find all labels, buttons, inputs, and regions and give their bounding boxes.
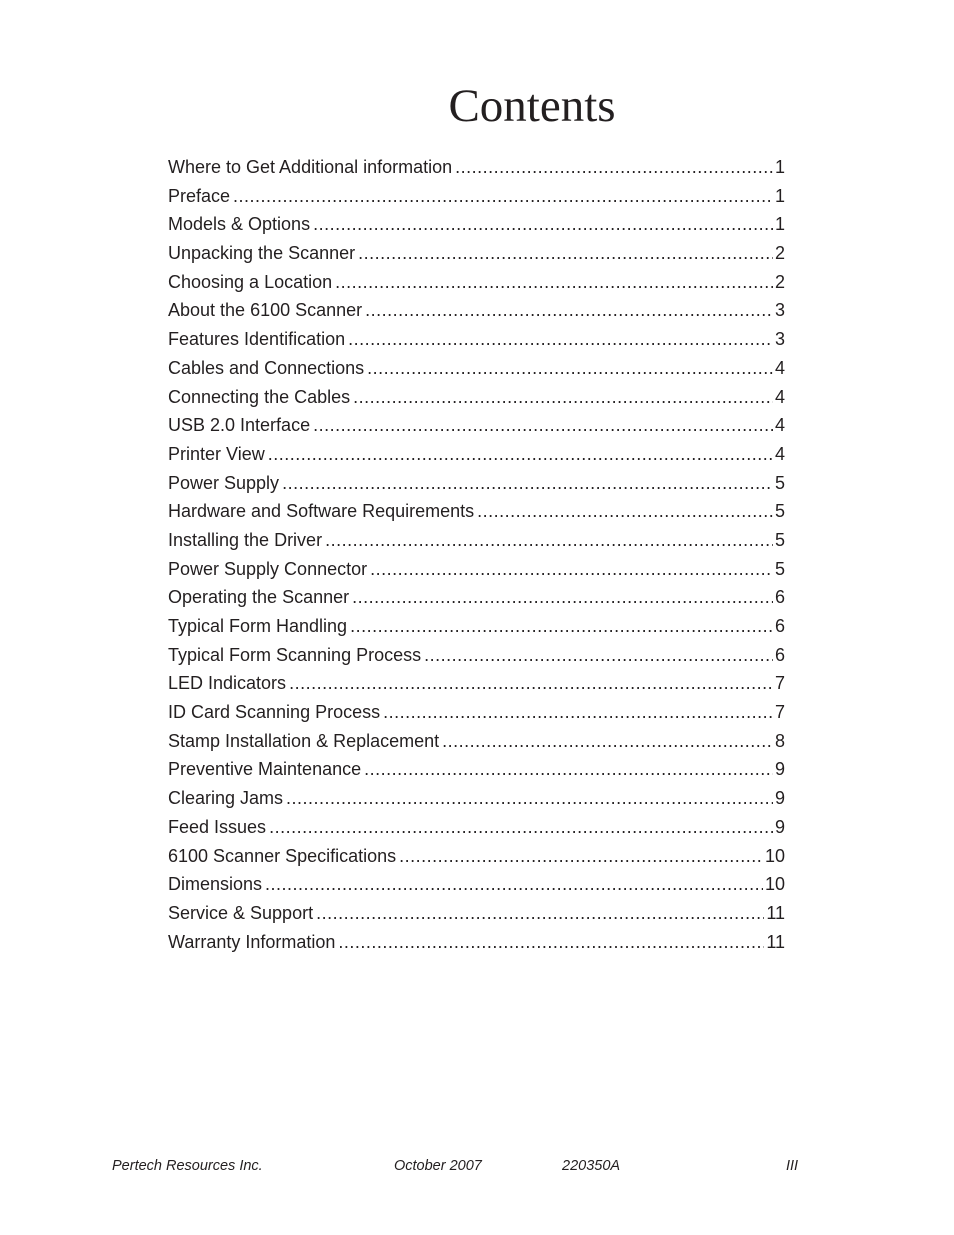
toc-entry-page: 7 <box>774 673 785 694</box>
toc-entry[interactable] <box>168 784 785 813</box>
toc-entry[interactable] <box>168 383 785 412</box>
toc-entry-page: 11 <box>766 902 785 923</box>
toc-entry[interactable] <box>168 641 785 670</box>
toc-entry-label: Hardware and Software Requirements <box>168 501 475 522</box>
toc-entry-page: 2 <box>774 243 785 264</box>
toc-entry[interactable] <box>168 583 785 612</box>
toc-entry-label: Unpacking the Scanner <box>168 243 356 264</box>
toc-dot-leader <box>353 383 773 412</box>
toc-dot-leader <box>313 210 773 239</box>
toc-entry-label: About the 6100 Scanner <box>168 300 363 321</box>
toc-entry[interactable] <box>168 239 785 268</box>
toc-entry-label: Feed Issues <box>168 816 267 837</box>
toc-entry-label: Preventive Maintenance <box>168 759 362 780</box>
toc-dot-leader <box>352 583 773 612</box>
toc-entry-label: Installing the Driver <box>168 529 323 550</box>
toc-dot-leader <box>364 755 773 784</box>
toc-entry-label: Printer View <box>168 443 265 464</box>
toc-dot-leader <box>442 727 773 756</box>
toc-dot-leader <box>455 153 773 182</box>
toc-entry[interactable] <box>168 469 785 498</box>
toc-entry-label: Service & Support <box>168 902 314 923</box>
footer-company: Pertech Resources Inc. <box>112 1158 263 1174</box>
toc-entry-page: 3 <box>774 329 785 350</box>
toc-entry-label: Dimensions <box>168 874 263 895</box>
toc-dot-leader <box>477 497 773 526</box>
toc-dot-leader <box>335 268 773 297</box>
toc-entry-page: 1 <box>774 214 785 235</box>
toc-entry-label: Power Supply <box>168 472 280 493</box>
toc-entry[interactable] <box>168 354 785 383</box>
toc-dot-leader <box>316 899 764 928</box>
toc-entry-label: 6100 Scanner Specifications <box>168 845 397 866</box>
toc-dot-leader <box>325 526 773 555</box>
toc-dot-leader <box>269 813 773 842</box>
toc-entry[interactable] <box>168 698 785 727</box>
toc-entry-label: Typical Form Scanning Process <box>168 644 422 665</box>
toc-entry[interactable] <box>168 296 785 325</box>
toc-entry-page: 5 <box>774 529 785 550</box>
toc-entry-page: 9 <box>774 759 785 780</box>
toc-dot-leader <box>282 469 773 498</box>
toc-dot-leader <box>286 784 773 813</box>
toc-entry-label: Power Supply Connector <box>168 558 368 579</box>
toc-entry[interactable] <box>168 928 785 957</box>
toc-entry-label: USB 2.0 Interface <box>168 415 311 436</box>
toc-entry[interactable] <box>168 555 785 584</box>
toc-dot-leader <box>289 669 773 698</box>
toc-entry-page: 6 <box>774 616 785 636</box>
toc-entry[interactable] <box>168 870 785 899</box>
toc-entry-page: 2 <box>774 271 785 292</box>
toc-entry-page: 6 <box>774 587 785 608</box>
toc-entry-page: 4 <box>774 443 785 464</box>
toc-entry-label: Stamp Installation & Replacement <box>168 730 440 751</box>
toc-entry-label: Features Identification <box>168 329 346 350</box>
toc-entry[interactable] <box>168 669 785 698</box>
toc-entry-page: 3 <box>774 300 785 321</box>
toc-dot-leader <box>313 411 773 440</box>
toc-entry-label: Models & Options <box>168 214 311 235</box>
table-of-contents <box>168 153 785 956</box>
toc-entry-label: Connecting the Cables <box>168 386 351 407</box>
toc-entry-page: 10 <box>764 845 785 866</box>
toc-dot-leader <box>350 612 773 641</box>
toc-entry-label: Clearing Jams <box>168 788 284 809</box>
toc-entry[interactable] <box>168 182 785 211</box>
toc-entry-page: 9 <box>774 816 785 837</box>
toc-entry[interactable] <box>168 727 785 756</box>
toc-entry-label: Where to Get Additional information <box>168 157 453 177</box>
toc-entry-page: 7 <box>774 702 785 723</box>
toc-entry[interactable] <box>168 497 785 526</box>
toc-entry[interactable] <box>168 612 785 641</box>
toc-entry-page: 4 <box>774 386 785 407</box>
toc-entry[interactable] <box>168 268 785 297</box>
toc-entry-page: 8 <box>774 730 785 751</box>
toc-entry-page: 1 <box>774 157 785 177</box>
toc-entry[interactable] <box>168 842 785 871</box>
toc-dot-leader <box>348 325 773 354</box>
toc-entry[interactable] <box>168 526 785 555</box>
toc-entry-page: 4 <box>774 357 785 378</box>
toc-entry[interactable] <box>168 153 785 182</box>
toc-dot-leader <box>370 555 773 584</box>
toc-entry-label: Preface <box>168 185 231 206</box>
toc-dot-leader <box>233 182 773 211</box>
footer-page-number: III <box>786 1158 799 1174</box>
toc-entry[interactable] <box>168 325 785 354</box>
toc-entry-page: 4 <box>774 415 785 436</box>
toc-entry-label: ID Card Scanning Process <box>168 702 381 723</box>
toc-dot-leader <box>268 440 773 469</box>
footer-date: October 2007 <box>394 1158 482 1174</box>
toc-entry-label: Warranty Information <box>168 931 336 952</box>
toc-entry-page: 9 <box>774 788 785 809</box>
page-footer <box>0 1158 954 1178</box>
toc-entry[interactable] <box>168 755 785 784</box>
toc-entry[interactable] <box>168 813 785 842</box>
toc-entry-page: 10 <box>764 874 785 895</box>
toc-entry-label: Cables and Connections <box>168 357 365 378</box>
toc-entry-label: Operating the Scanner <box>168 587 350 608</box>
toc-dot-leader <box>367 354 773 383</box>
toc-entry[interactable] <box>168 411 785 440</box>
toc-dot-leader <box>399 842 763 871</box>
toc-dot-leader <box>358 239 773 268</box>
footer-document-number: 220350A <box>562 1158 621 1174</box>
toc-dot-leader <box>424 641 773 670</box>
toc-entry-page: 6 <box>774 644 785 665</box>
toc-entry-page: 5 <box>774 472 785 493</box>
toc-entry-page: 1 <box>774 185 785 206</box>
toc-entry-label: Choosing a Location <box>168 271 333 292</box>
toc-entry[interactable] <box>168 440 785 469</box>
page-title: Contents <box>448 80 616 132</box>
toc-entry[interactable] <box>168 210 785 239</box>
toc-entry[interactable] <box>168 899 785 928</box>
toc-dot-leader <box>365 296 773 325</box>
toc-entry-page: 11 <box>766 931 785 952</box>
toc-entry-page: 5 <box>774 558 785 579</box>
toc-dot-leader <box>265 870 763 899</box>
toc-entry-page: 5 <box>774 501 785 522</box>
toc-dot-leader <box>383 698 773 727</box>
toc-entry-label: LED Indicators <box>168 673 287 694</box>
toc-dot-leader <box>338 928 764 957</box>
toc-entry-label: Typical Form Handling <box>168 616 348 636</box>
